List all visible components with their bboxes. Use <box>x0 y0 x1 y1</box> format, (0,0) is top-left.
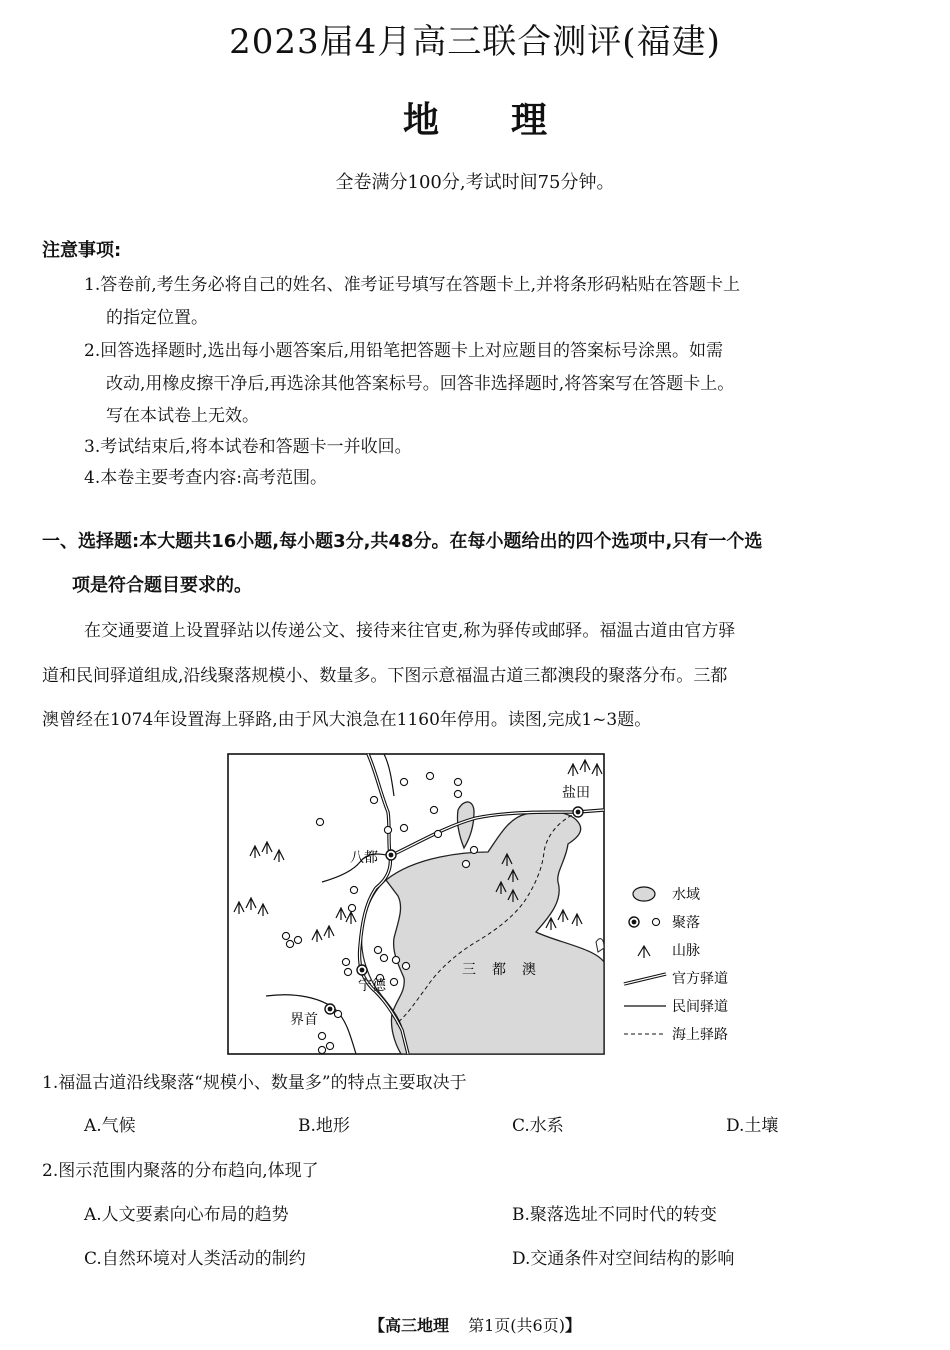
score-note: 全卷满分100分,考试时间75分钟。 <box>335 172 615 193</box>
section-heading-line-1: 一、选择题:本大题共16小题,每小题3分,共48分。在每小题给出的四个选项中,只有一个选 <box>42 531 763 552</box>
question-1-option-a: A.气候 <box>84 1116 136 1136</box>
question-1-option-d: D.土壤 <box>726 1116 779 1136</box>
question-2-option-d: D.交通条件对空间结构的影响 <box>512 1249 735 1269</box>
legend-mountain: 山脉 <box>672 943 700 959</box>
legend-water: 水域 <box>672 887 700 903</box>
notice-item-1-line-2: 的指定位置。 <box>106 308 208 328</box>
footer-left-bracket: 【 <box>369 1316 386 1335</box>
passage-line-1: 在交通要道上设置驿站以传递公文、接待来往官吏,称为驿传或邮驿。福温古道由官方驿 <box>84 621 736 641</box>
question-1-option-c: C.水系 <box>512 1116 564 1136</box>
notice-item-2-line-3: 写在本试卷上无效。 <box>106 406 259 426</box>
notice-item-3: 3.考试结束后,将本试卷和答题卡一并收回。 <box>84 437 412 457</box>
question-1-stem: 1.福温古道沿线聚落“规模小、数量多”的特点主要取决于 <box>42 1073 467 1093</box>
notice-item-2-line-2: 改动,用橡皮擦干净后,再选涂其他答案标号。回答非选择题时,将答案写在答题卡上。 <box>106 374 735 394</box>
question-1-option-b: B.地形 <box>298 1116 350 1136</box>
legend-official-road: 官方驿道 <box>672 971 728 987</box>
notice-item-4: 4.本卷主要考查内容:高考范围。 <box>84 468 327 488</box>
question-2-option-a: A.人文要素向心布局的趋势 <box>84 1205 289 1225</box>
section-heading-line-2: 项是符合题目要求的。 <box>72 575 252 596</box>
legend-folk-road: 民间驿道 <box>672 999 728 1015</box>
question-2-stem: 2.图示范围内聚落的分布趋向,体现了 <box>42 1161 319 1181</box>
subject-title: 地理 <box>402 100 619 141</box>
footer-subject: 高三地理 <box>385 1316 450 1335</box>
sanduao-map <box>226 752 742 1058</box>
footer-right-bracket: 】 <box>564 1316 581 1335</box>
notice-item-1-line-1: 1.答卷前,考生务必将自己的姓名、准考证号填写在答题卡上,并将条形码粘贴在答题卡上 <box>84 275 741 295</box>
notice-heading: 注意事项: <box>42 240 122 261</box>
notice-item-2-line-1: 2.回答选择题时,选出每小题答案后,用铅笔把答题卡上对应题目的答案标号涂黑。如需 <box>84 341 724 361</box>
passage-line-2: 道和民间驿道组成,沿线聚落规模小、数量多。下图示意福温古道三都澳段的聚落分布。三都 <box>42 666 728 686</box>
label-yantian: 盐田 <box>562 785 590 801</box>
question-2-option-b: B.聚落选址不同时代的转变 <box>512 1205 717 1225</box>
legend-water-swatch <box>633 887 655 901</box>
page-footer <box>0 1313 950 1336</box>
exam-title: 2023届4月高三联合测评(福建) <box>229 22 721 62</box>
footer-page-number: 第1页(共6页) <box>468 1316 565 1335</box>
label-badu: 八都 <box>350 850 378 866</box>
label-ningde: 宁德 <box>358 978 386 994</box>
legend-sea-route: 海上驿路 <box>672 1027 728 1043</box>
label-sanduao: 三都澳 <box>462 962 552 978</box>
label-jieshou: 界首 <box>290 1012 318 1028</box>
question-2-option-c: C.自然环境对人类活动的制约 <box>84 1249 306 1269</box>
legend-mountain-symbol <box>638 946 650 958</box>
map-legend <box>624 886 728 1043</box>
legend-settlement: 聚落 <box>672 915 700 931</box>
passage-line-3: 澳曾经在1074年设置海上驿路,由于风大浪急在1160年停用。读图,完成1~3题。 <box>42 710 652 730</box>
